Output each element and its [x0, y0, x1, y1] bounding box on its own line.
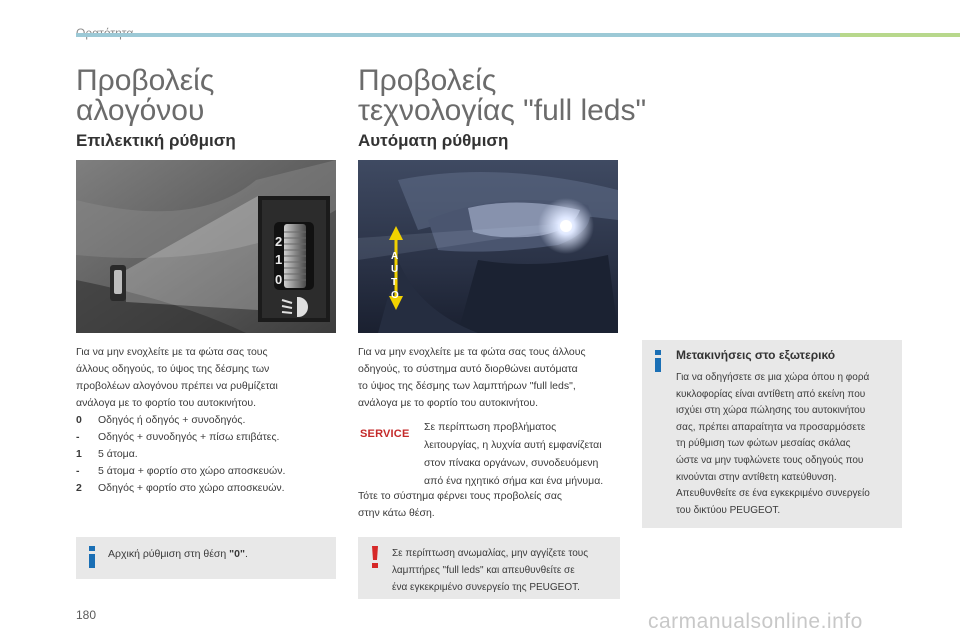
travel-title: Μετακινήσεις στο εξωτερικό	[676, 348, 836, 362]
list-item: - 5 άτομα + φορτίο στο χώρο αποσκευών.	[76, 465, 286, 477]
header-rule	[76, 33, 960, 37]
auto-letter-o: O	[391, 290, 399, 301]
left-subtitle: Επιλεκτική ρύθμιση	[76, 131, 236, 150]
switch-label-1: 1	[275, 252, 283, 267]
lower-position-text: Τότε το σύστημα φέρνει τους προβολείς σας στην κάτω θέση.	[358, 490, 562, 519]
page-number: 180	[76, 608, 97, 622]
right-title-line1: Προβολείς	[358, 64, 497, 97]
service-warning-lamp: SERVICE	[360, 428, 410, 440]
info-icon	[86, 546, 98, 568]
switch-label-2: 2	[275, 234, 283, 249]
list-item: - Οδηγός + συνοδηγός + πίσω επιβάτες.	[76, 431, 280, 443]
travel-text: Για να οδηγήσετε σε μια χώρα όπου η φορά κυκλοφορίας είναι αντίθετη από εκείνη που ισχύει στη χώρα πώλησης του αυτοκινήτου σας, πρέπει απαραίτητα να προσαρμόσετε τη ρύθμιση των φώτων μεσαίας σκάλας ώστε να μην τυφλώνετε τους οδηγούς που κινούνται στην αντίθετη κατεύθυνση. Απευθυνθείτε σε ένα εγκεκριμένο συνεργείο του δικτύου PEUGEOT.	[676, 372, 870, 516]
auto-letter-u: U	[391, 264, 399, 275]
info-icon	[652, 350, 664, 372]
right-paragraph: Για να μην ενοχλείτε με τα φώτα σας τους άλλους οδηγούς, το σύστημα αυτό διορθώνει αυτόματα το ύψος της δέσμης των λαμπτήρων "full leds", ανάλογα με το φορτίο του αυτοκινήτου.	[358, 346, 586, 409]
auto-letter-a: A	[391, 251, 399, 262]
right-subtitle: Αυτόματη ρύθμιση	[358, 131, 509, 150]
headlight-photo	[358, 160, 618, 333]
full-leds-warning-text: Σε περίπτωση ανωμαλίας, μην αγγίζετε τους λαμπτήρες "full leds" και απευθυνθείτε σε ένα εγκεκριμένο συνεργείο της PEUGEOT.	[392, 548, 589, 593]
list-item: 2 Οδηγός + φορτίο στο χώρο αποσκευών.	[76, 482, 285, 494]
left-title-line2: αλογόνου	[76, 94, 205, 127]
service-text: Σε περίπτωση προβλήματος λειτουργίας, η λυχνία αυτή εμφανίζεται στον πίνακα οργάνων, συνοδευόμενη από ένα ηχητικό σήμα και ένα μήνυμα.	[424, 421, 604, 487]
left-title-line1: Προβολείς	[76, 64, 215, 97]
initial-setting-text: Αρχική ρύθμιση στη θέση "0".	[108, 548, 248, 560]
switch-label-0: 0	[275, 272, 283, 287]
list-item: 1 5 άτομα.	[76, 448, 138, 460]
list-item: 0 Οδηγός ή οδηγός + συνοδηγός.	[76, 414, 246, 426]
warning-icon	[369, 546, 381, 568]
left-paragraph: Για να μην ενοχλείτε με τα φώτα σας τους άλλους οδηγούς, το ύψος της δέσμης των προβολέων αλογόνου πρέπει να ρυθμίζεται ανάλογα με το φορτίο του αυτοκινήτου. 0 Οδηγός ή οδηγός + συνοδηγός. - Οδηγός + συνοδηγός + πίσω επιβάτες. 1 5 άτομα. - 5 άτομα + φορτίο στο χώρο αποσκευών. 2 Οδηγός + φορτίο στο χώρο αποσκευών.	[76, 344, 338, 497]
dashboard-switch-photo	[76, 160, 336, 333]
auto-letter-t: T	[391, 277, 398, 288]
right-title-line2: τεχνολογίας "full leds"	[358, 94, 647, 127]
watermark: carmanualsonline.info	[648, 610, 863, 633]
